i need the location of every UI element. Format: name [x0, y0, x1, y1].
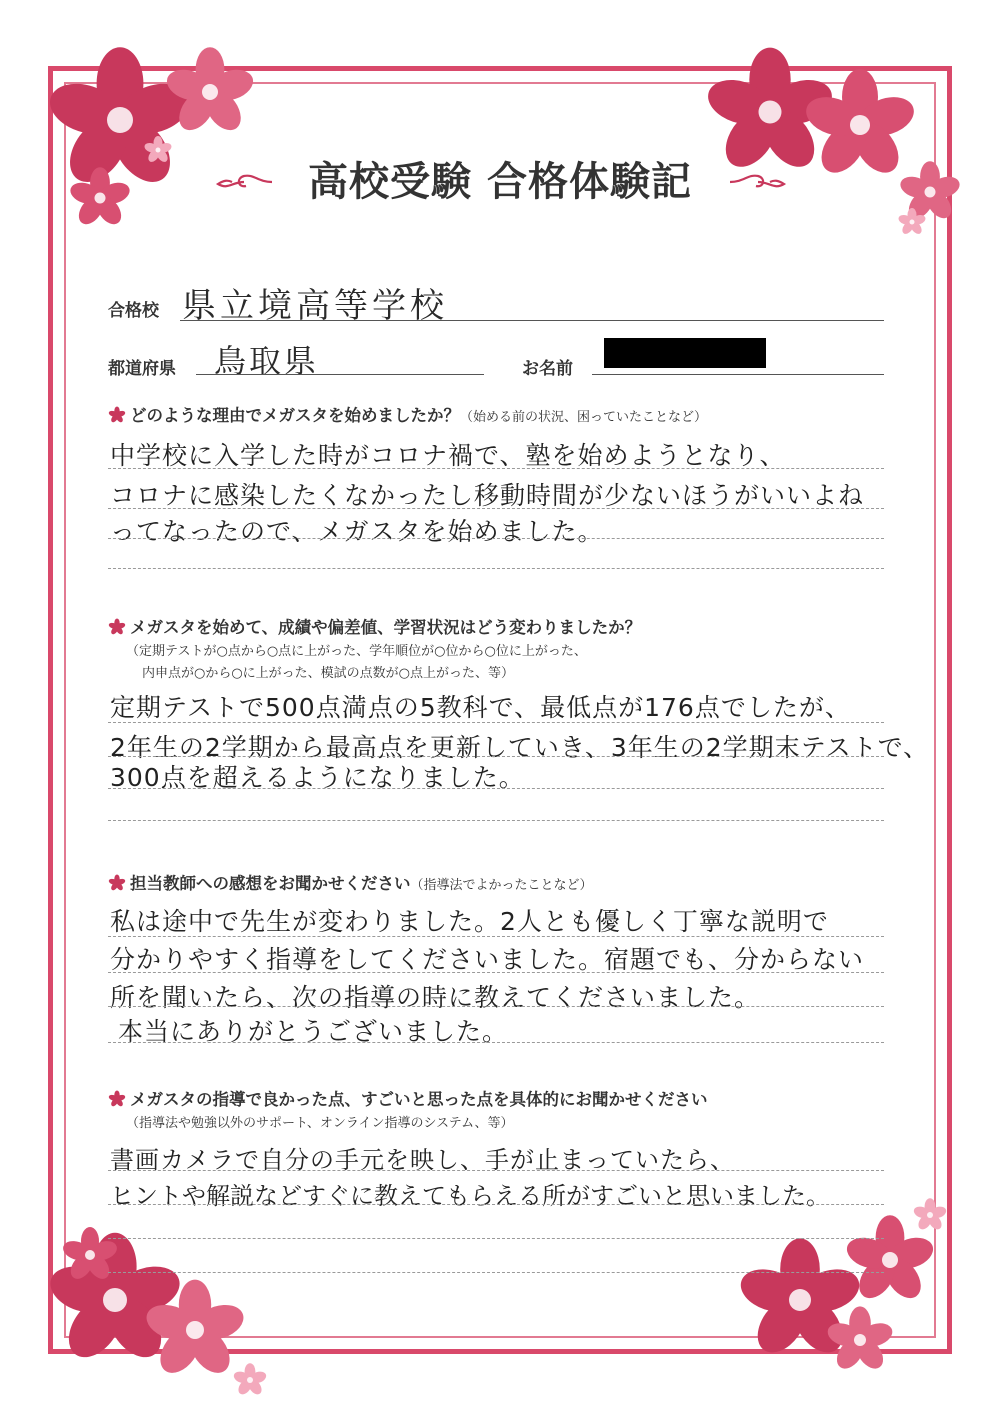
answer-line-rule — [108, 756, 884, 757]
answer-line-rule — [108, 1170, 884, 1171]
title-area — [0, 150, 1000, 207]
answer-line-rule — [108, 468, 884, 469]
answer-3-line-1: 私は途中で先生が変わりました。2人とも優しく丁寧な説明で — [110, 907, 829, 936]
answer-line-rule — [108, 508, 884, 509]
blossom-bullet-icon — [108, 1090, 126, 1108]
prefecture-value: 鳥取県 — [214, 342, 320, 380]
prefecture-underline — [196, 374, 484, 375]
answer-2-line-3: 300点を超えるようになりました。 — [110, 763, 525, 792]
name-underline — [592, 374, 884, 375]
answer-1-line-2: コロナに感染したくなかったし移動時間が少ないほうがいいよね — [110, 481, 865, 510]
answer-line-rule — [108, 568, 884, 569]
blossom-bullet-icon — [108, 874, 126, 892]
answer-line-rule — [108, 722, 884, 723]
answer-2-line-1: 定期テストで500点満点の5教科で、最低点が176点でしたが、 — [110, 693, 851, 722]
answer-1-line-3: ってなったので、メガスタを始めました。 — [110, 517, 604, 546]
question-1-text: どのような理由でメガスタを始めましたか？ — [130, 406, 460, 425]
blossom-bullet-icon — [108, 406, 126, 424]
answer-3-line-4: 本当にありがとうございました。 — [118, 1017, 509, 1046]
blossom-bullet-icon — [108, 618, 126, 636]
answer-4-line-2: ヒントや解説などすぐに教えてもらえる所がすごいと思いました。 — [110, 1182, 830, 1210]
answer-line-rule — [108, 1042, 884, 1043]
question-4-note-1: （指導法や勉強以外のサポート、オンライン指導のシステム、等） — [126, 1116, 514, 1131]
question-1-hint: （始める前の状況、困っていたことなど） — [460, 410, 708, 425]
answer-2-line-2: 2年生の2学期から最高点を更新していき、3年生の2学期末テストで、 — [110, 733, 930, 762]
prefecture-label: 都道府県 — [108, 359, 176, 379]
school-underline — [180, 320, 884, 321]
answer-line-rule — [108, 1272, 884, 1273]
name-redaction — [604, 338, 766, 368]
answer-4-line-1: 書画カメラで自分の手元を映し、手が止まっていたら、 — [110, 1146, 735, 1174]
question-1-title — [108, 402, 707, 426]
question-2-note-2: 内申点が○から○に上がった、模試の点数が○点上がった、等） — [142, 666, 515, 681]
question-3-text: 担当教師への感想をお聞かせください — [130, 874, 411, 893]
question-2-text: メガスタを始めて、成績や偏差値、学習状況はどう変わりましたか？ — [130, 618, 642, 637]
answer-line-rule — [108, 538, 884, 539]
school-value: 県立境高等学校 — [182, 286, 448, 326]
name-label: お名前 — [522, 359, 573, 379]
answer-line-rule — [108, 1238, 884, 1239]
question-3-title — [108, 870, 593, 894]
page-title: 高校受験 合格体験記 — [308, 158, 692, 205]
question-2-title — [108, 614, 641, 638]
answer-line-rule — [108, 972, 884, 973]
question-3-hint: （指導法でよかったことなど） — [410, 878, 593, 893]
question-2-note-1: （定期テストが○点から○点に上がった、学年順位が○位から○位に上がった、 — [126, 644, 587, 659]
answer-line-rule — [108, 1204, 884, 1205]
answer-line-rule — [108, 820, 884, 821]
answer-1-line-1: 中学校に入学した時がコロナ禍で、塾を始めようとなり、 — [110, 441, 786, 470]
answer-line-rule — [108, 1006, 884, 1007]
answer-line-rule — [108, 788, 884, 789]
school-label: 合格校 — [108, 301, 159, 321]
answer-line-rule — [108, 936, 884, 937]
answer-3-line-2: 分かりやすく指導をしてくださいました。宿題でも、分からない — [110, 945, 865, 974]
question-4-title — [108, 1086, 708, 1110]
question-4-text: メガスタの指導で良かった点、すごいと思った点を具体的にお聞かせください — [130, 1090, 708, 1109]
answer-3-line-3: 所を聞いたら、次の指導の時に教えてくださいました。 — [110, 983, 761, 1012]
